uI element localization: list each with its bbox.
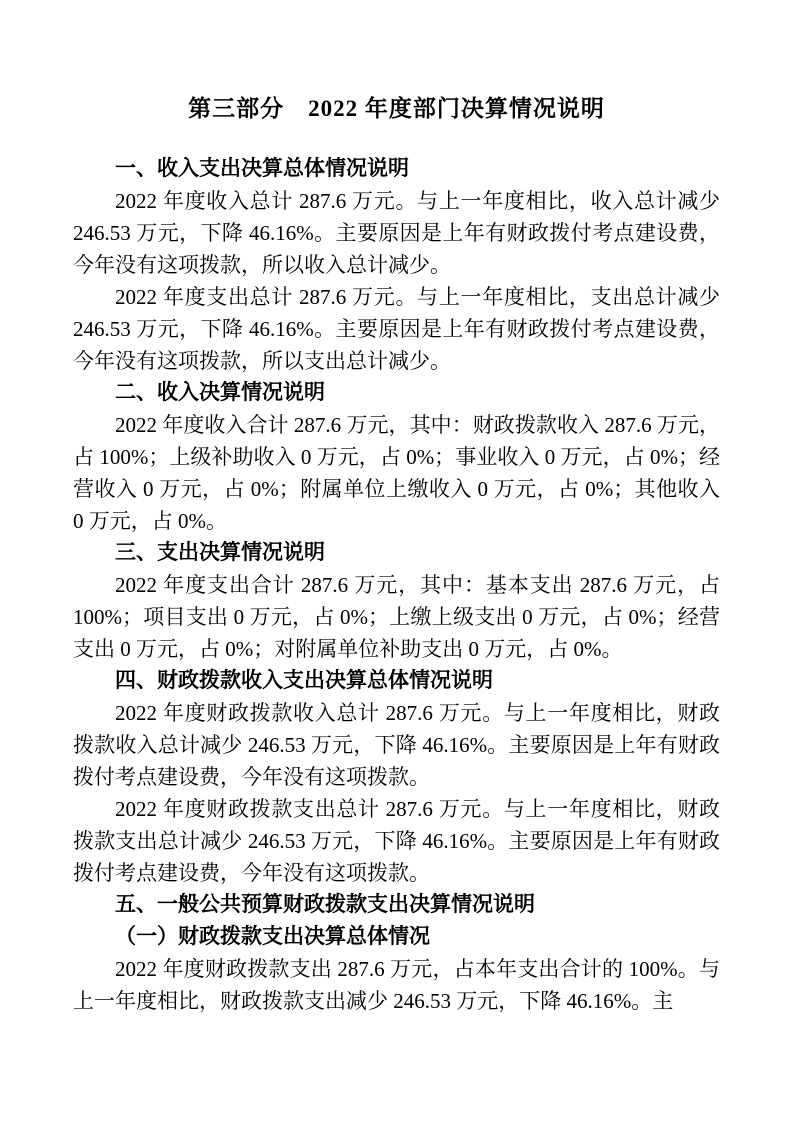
section-3-paragraph: 2022 年度支出合计 287.6 万元，其中：基本支出 287.6 万元，占 100%；项目支出 0 万元，占 0%；上缴上级支出 0 万元，占 0%；经营支出 0 万元，占 0%；对附属单位补助支出 0 万元，占 0%。 — [73, 573, 720, 661]
section-4-paragraph-expenditure: 2022 年度财政拨款支出总计 287.6 万元。与上一年度相比，财政拨款支出总计减少 246.53 万元，下降 46.16%。主要原因是上年有财政拨付考点建设费，今年没有这项拨款。 — [73, 797, 720, 885]
section-3-heading: 三、支出决算情况说明 — [115, 541, 325, 564]
section-5-heading: 五、一般公共预算财政拨款支出决算情况说明 — [115, 893, 535, 916]
section-5-paragraph: 2022 年度财政拨款支出 287.6 万元，占本年支出合计的 100%。与上一年度相比，财政拨款支出减少 246.53 万元，下降 46.16%。主 — [73, 957, 720, 1013]
section-4-heading: 四、财政拨款收入支出决算总体情况说明 — [115, 669, 493, 692]
section-2-paragraph: 2022 年度收入合计 287.6 万元，其中：财政拨款收入 287.6 万元，占 100%；上级补助收入 0 万元，占 0%；事业收入 0 万元，占 0%；经营收入 0 万元，占 0%；附属单位上缴收入 0 万元，占 0%；其他收入 0 万元，占 0%。 — [73, 413, 720, 533]
section-1-paragraph-expenditure: 2022 年度支出总计 287.6 万元。与上一年度相比，支出总计减少 246.53 万元，下降 46.16%。主要原因是上年有财政拨付考点建设费，今年没有这项拨款，所以支出总计减少。 — [73, 285, 720, 373]
document-title: 第三部分 2022 年度部门决算情况说明 — [188, 96, 605, 121]
section-5-subheading: （一）财政拨款支出决算总体情况 — [115, 925, 430, 948]
section-1-paragraph-income: 2022 年度收入总计 287.6 万元。与上一年度相比，收入总计减少 246.53 万元，下降 46.16%。主要原因是上年有财政拨付考点建设费，今年没有这项拨款，所以收入总计减少。 — [73, 189, 720, 277]
section-4-paragraph-income: 2022 年度财政拨款收入总计 287.6 万元。与上一年度相比，财政拨款收入总计减少 246.53 万元，下降 46.16%。主要原因是上年有财政拨付考点建设费，今年没有这项拨款。 — [73, 701, 720, 789]
section-2-heading: 二、收入决算情况说明 — [115, 381, 325, 404]
section-1-heading: 一、收入支出决算总体情况说明 — [115, 157, 409, 180]
